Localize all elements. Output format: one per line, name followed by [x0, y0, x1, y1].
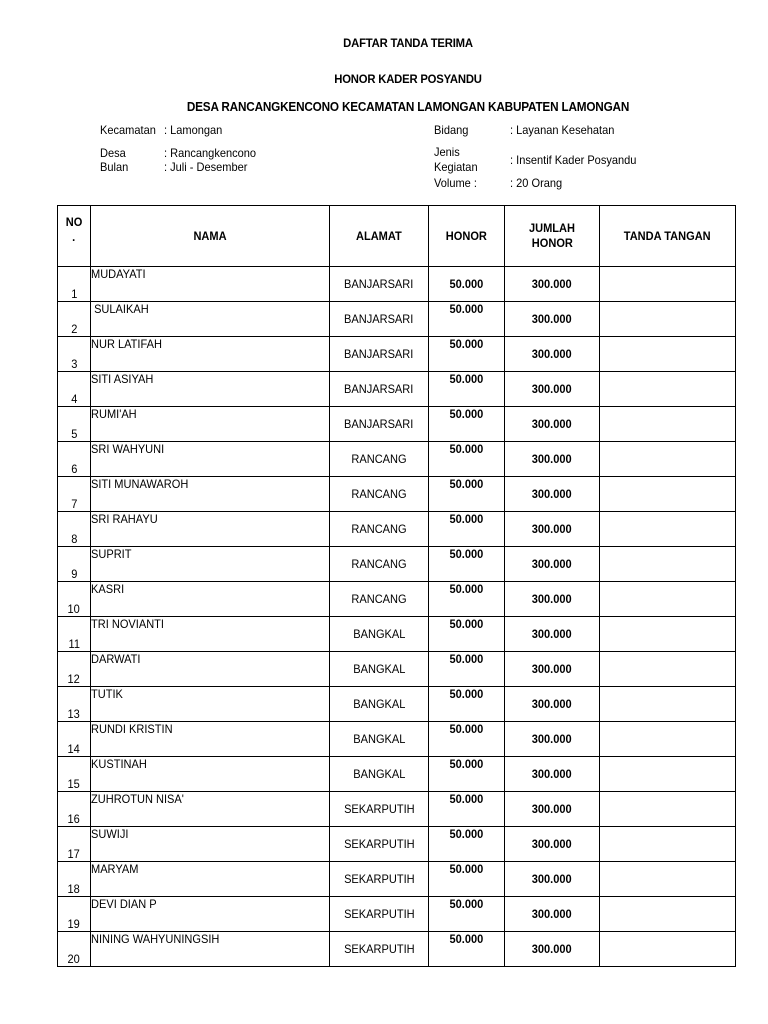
table-row	[58, 792, 736, 827]
row-tanda-tangan[interactable]	[600, 862, 736, 897]
row-tanda-tangan[interactable]	[600, 547, 736, 582]
row-no: 14	[58, 722, 91, 757]
row-no: 4	[58, 372, 91, 407]
header-jumlah-honor	[505, 206, 600, 267]
row-nama: DEVI DIAN P	[91, 897, 330, 932]
row-honor: 50.000	[429, 582, 505, 617]
row-jumlah-honor: 300.000	[505, 477, 600, 512]
row-no: 1	[58, 267, 91, 302]
row-alamat: RANCANG	[330, 582, 429, 617]
volume-value: : 20 Orang	[510, 176, 563, 190]
row-honor: 50.000	[429, 267, 505, 302]
row-honor: 50.000	[429, 792, 505, 827]
row-alamat: BANGKAL	[330, 652, 429, 687]
row-alamat: RANCANG	[330, 477, 429, 512]
table-row	[58, 722, 736, 757]
row-no: 10	[58, 582, 91, 617]
header-alamat: ALAMAT	[330, 206, 429, 267]
row-honor: 50.000	[429, 477, 505, 512]
row-jumlah-honor: 300.000	[505, 582, 600, 617]
row-jumlah-honor: 300.000	[505, 687, 600, 722]
row-tanda-tangan[interactable]	[600, 652, 736, 687]
bulan-value: : Juli - Desember	[164, 160, 248, 174]
jenis-value: : Insentif Kader Posyandu	[510, 153, 637, 167]
row-nama: DARWATI	[91, 652, 330, 687]
row-nama: SRI RAHAYU	[91, 512, 330, 547]
receipt-table	[57, 205, 736, 967]
row-jumlah-honor: 300.000	[505, 757, 600, 792]
table-header-row	[58, 206, 736, 267]
row-nama: TRI NOVIANTI	[91, 617, 330, 652]
table-row	[58, 827, 736, 862]
header-no-line2: .	[72, 230, 76, 244]
row-honor: 50.000	[429, 547, 505, 582]
row-tanda-tangan[interactable]	[600, 442, 736, 477]
row-no: 18	[58, 862, 91, 897]
row-jumlah-honor: 300.000	[505, 722, 600, 757]
table-row	[58, 862, 736, 897]
bidang-value: : Layanan Kesehatan	[510, 123, 615, 137]
row-tanda-tangan[interactable]	[600, 372, 736, 407]
volume-label: Volume :	[434, 176, 477, 190]
row-honor: 50.000	[429, 337, 505, 372]
row-alamat: BANJARSARI	[330, 302, 429, 337]
row-honor: 50.000	[429, 897, 505, 932]
row-nama: SUWIJI	[91, 827, 330, 862]
row-alamat: BANJARSARI	[330, 372, 429, 407]
header-jumlah-line2: HONOR	[531, 236, 573, 250]
row-honor: 50.000	[429, 617, 505, 652]
row-alamat: SEKARPUTIH	[330, 932, 429, 967]
document-location-line: DESA RANCANGKENCONO KECAMATAN LAMONGAN KABUPATEN LAMONGAN	[186, 100, 630, 114]
kecamatan-value: : Lamongan	[164, 123, 223, 137]
row-jumlah-honor: 300.000	[505, 547, 600, 582]
header-honor: HONOR	[429, 206, 505, 267]
table-row	[58, 757, 736, 792]
table-row	[58, 407, 736, 442]
row-tanda-tangan[interactable]	[600, 617, 736, 652]
row-jumlah-honor: 300.000	[505, 442, 600, 477]
row-alamat: BANGKAL	[330, 617, 429, 652]
row-jumlah-honor: 300.000	[505, 862, 600, 897]
row-nama: KASRI	[91, 582, 330, 617]
document-title: DAFTAR TANDA TERIMA	[343, 36, 473, 50]
row-tanda-tangan[interactable]	[600, 687, 736, 722]
table-row	[58, 932, 736, 967]
row-jumlah-honor: 300.000	[505, 407, 600, 442]
table-row	[58, 652, 736, 687]
row-honor: 50.000	[429, 302, 505, 337]
row-jumlah-honor: 300.000	[505, 792, 600, 827]
jenis-label-line2: Kegiatan	[434, 160, 478, 174]
table-row	[58, 897, 736, 932]
row-jumlah-honor: 300.000	[505, 302, 600, 337]
row-alamat: RANCANG	[330, 547, 429, 582]
row-tanda-tangan[interactable]	[600, 477, 736, 512]
row-no: 11	[58, 617, 91, 652]
row-honor: 50.000	[429, 862, 505, 897]
document-subtitle: HONOR KADER POSYANDU	[334, 72, 482, 86]
row-no: 2	[58, 302, 91, 337]
table-row	[58, 442, 736, 477]
row-alamat: BANGKAL	[330, 722, 429, 757]
row-alamat: BANGKAL	[330, 687, 429, 722]
desa-label: Desa	[100, 146, 126, 160]
row-no: 5	[58, 407, 91, 442]
row-jumlah-honor: 300.000	[505, 932, 600, 967]
table-row	[58, 477, 736, 512]
row-tanda-tangan[interactable]	[600, 512, 736, 547]
row-tanda-tangan[interactable]	[600, 267, 736, 302]
row-no: 8	[58, 512, 91, 547]
row-tanda-tangan[interactable]	[600, 582, 736, 617]
row-nama: KUSTINAH	[91, 757, 330, 792]
row-no: 13	[58, 687, 91, 722]
row-no: 12	[58, 652, 91, 687]
row-honor: 50.000	[429, 757, 505, 792]
row-nama: SITI MUNAWAROH	[91, 477, 330, 512]
row-honor: 50.000	[429, 512, 505, 547]
row-tanda-tangan[interactable]	[600, 932, 736, 967]
table-row	[58, 582, 736, 617]
table-row	[58, 687, 736, 722]
desa-value: : Rancangkencono	[164, 146, 257, 160]
jenis-label-line1: Jenis	[434, 145, 460, 159]
row-nama: SULAIKAH	[91, 302, 330, 337]
row-tanda-tangan[interactable]	[600, 792, 736, 827]
row-tanda-tangan[interactable]	[600, 407, 736, 442]
row-alamat: BANJARSARI	[330, 407, 429, 442]
row-alamat: SEKARPUTIH	[330, 827, 429, 862]
row-no: 9	[58, 547, 91, 582]
row-nama: ZUHROTUN NISA'	[91, 792, 330, 827]
row-alamat: BANJARSARI	[330, 337, 429, 372]
row-nama: SUPRIT	[91, 547, 330, 582]
row-tanda-tangan[interactable]	[600, 897, 736, 932]
table-row	[58, 302, 736, 337]
row-alamat: BANJARSARI	[330, 267, 429, 302]
row-jumlah-honor: 300.000	[505, 827, 600, 862]
row-jumlah-honor: 300.000	[505, 372, 600, 407]
row-no: 6	[58, 442, 91, 477]
row-alamat: BANGKAL	[330, 757, 429, 792]
row-no: 17	[58, 827, 91, 862]
row-alamat: SEKARPUTIH	[330, 897, 429, 932]
bulan-label: Bulan	[100, 160, 129, 174]
row-no: 15	[58, 757, 91, 792]
row-no: 7	[58, 477, 91, 512]
row-nama: TUTIK	[91, 687, 330, 722]
table-row	[58, 547, 736, 582]
row-tanda-tangan[interactable]	[600, 337, 736, 372]
row-no: 19	[58, 897, 91, 932]
header-tanda-tangan: TANDA TANGAN	[600, 206, 736, 267]
row-nama: RUMI'AH	[91, 407, 330, 442]
row-alamat: SEKARPUTIH	[330, 792, 429, 827]
row-no: 16	[58, 792, 91, 827]
table-row	[58, 337, 736, 372]
row-tanda-tangan[interactable]	[600, 757, 736, 792]
row-nama: MUDAYATI	[91, 267, 330, 302]
row-jumlah-honor: 300.000	[505, 617, 600, 652]
table-row	[58, 372, 736, 407]
row-honor: 50.000	[429, 932, 505, 967]
header-jumlah-line1: JUMLAH	[529, 221, 575, 235]
row-tanda-tangan[interactable]	[600, 302, 736, 337]
row-honor: 50.000	[429, 442, 505, 477]
row-honor: 50.000	[429, 652, 505, 687]
row-jumlah-honor: 300.000	[505, 337, 600, 372]
row-alamat: RANCANG	[330, 442, 429, 477]
row-honor: 50.000	[429, 407, 505, 442]
kecamatan-label: Kecamatan	[100, 123, 156, 137]
row-alamat: RANCANG	[330, 512, 429, 547]
header-no	[58, 206, 91, 267]
table-row	[58, 512, 736, 547]
row-nama: NUR LATIFAH	[91, 337, 330, 372]
row-jumlah-honor: 300.000	[505, 652, 600, 687]
table-row	[58, 267, 736, 302]
row-no: 3	[58, 337, 91, 372]
row-no: 20	[58, 932, 91, 967]
row-honor: 50.000	[429, 827, 505, 862]
header-nama: NAMA	[91, 206, 330, 267]
row-jumlah-honor: 300.000	[505, 267, 600, 302]
header-no-line1: NO	[65, 215, 83, 229]
row-tanda-tangan[interactable]	[600, 827, 736, 862]
row-tanda-tangan[interactable]	[600, 722, 736, 757]
row-nama: SRI WAHYUNI	[91, 442, 330, 477]
row-honor: 50.000	[429, 687, 505, 722]
row-jumlah-honor: 300.000	[505, 897, 600, 932]
row-jumlah-honor: 300.000	[505, 512, 600, 547]
row-honor: 50.000	[429, 372, 505, 407]
row-nama: MARYAM	[91, 862, 330, 897]
table-row	[58, 617, 736, 652]
bidang-label: Bidang	[434, 123, 469, 137]
row-nama: SITI ASIYAH	[91, 372, 330, 407]
row-nama: RUNDI KRISTIN	[91, 722, 330, 757]
row-honor: 50.000	[429, 722, 505, 757]
row-alamat: SEKARPUTIH	[330, 862, 429, 897]
row-nama: NINING WAHYUNINGSIH	[91, 932, 330, 967]
